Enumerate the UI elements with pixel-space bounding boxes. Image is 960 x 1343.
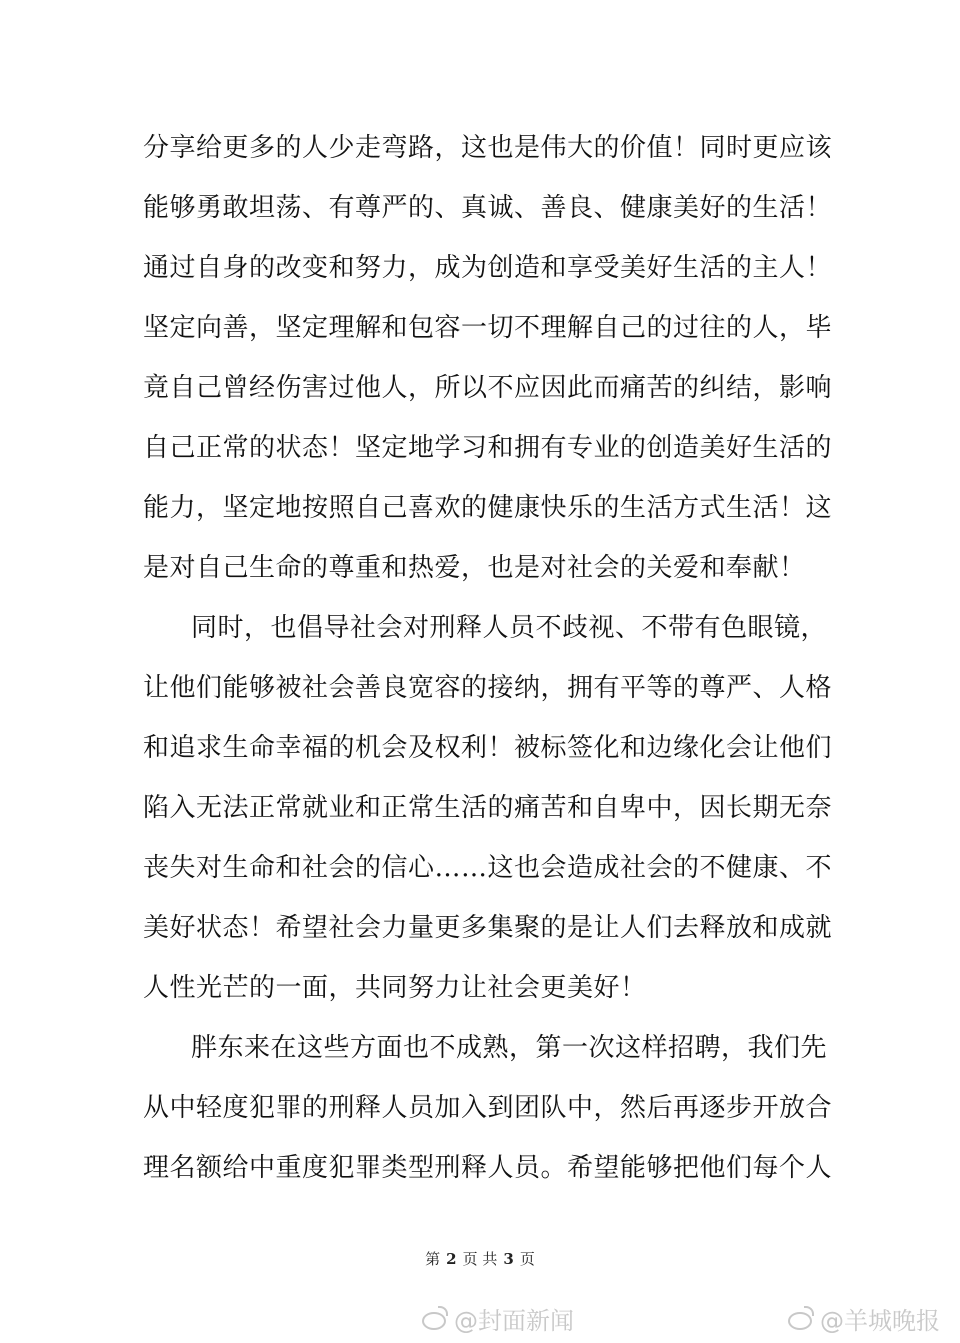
text-line: 胖东来在这些方面也不成熟，第一次这样招聘，我们先 <box>191 1033 828 1063</box>
page-total: 3 <box>503 1250 514 1268</box>
weibo-icon <box>420 1306 450 1330</box>
text-line: 自己正常的状态！坚定地学习和拥有专业的创造美好生活的 <box>143 433 833 463</box>
text-line: 能力，坚定地按照自己喜欢的健康快乐的生活方式生活！这 <box>143 493 833 523</box>
watermark-right-text: @羊城晚报 <box>820 1306 940 1335</box>
text-line: 让他们能够被社会善良宽容的接纳，拥有平等的尊严、人格 <box>143 673 833 703</box>
text-line: 能够勇敢坦荡、有尊严的、真诚、善良、健康美好的生活！ <box>143 193 833 223</box>
text-line: 从中轻度犯罪的刑释人员加入到团队中，然后再逐步开放合 <box>143 1093 833 1123</box>
page-mid: 页 共 <box>462 1250 498 1268</box>
text-line: 竟自己曾经伤害过他人，所以不应因此而痛苦的纠结，影响 <box>143 373 833 403</box>
text-line: 陷入无法正常就业和正常生活的痛苦和自卑中，因长期无奈 <box>143 793 833 823</box>
text-line: 和追求生命幸福的机会及权利！被标签化和边缘化会让他们 <box>143 733 833 763</box>
document-body <box>143 118 833 1198</box>
watermark-right <box>786 1300 940 1336</box>
watermark-left <box>420 1300 574 1336</box>
watermark-left-text: @封面新闻 <box>454 1306 574 1335</box>
text-line: 理名额给中重度犯罪类型刑释人员。希望能够把他们每个人 <box>143 1153 833 1183</box>
text-line: 通过自身的改变和努力，成为创造和享受美好生活的主人！ <box>143 253 833 283</box>
page-suffix: 页 <box>519 1250 535 1268</box>
page-footer <box>0 1249 960 1269</box>
text-line: 同时，也倡导社会对刑释人员不歧视、不带有色眼镜， <box>191 613 828 643</box>
text-line: 美好状态！希望社会力量更多集聚的是让人们去释放和成就 <box>143 913 833 943</box>
text-line: 分享给更多的人少走弯路，这也是伟大的价值！同时更应该 <box>143 133 833 163</box>
page-prefix: 第 <box>425 1250 441 1268</box>
text-line: 人性光芒的一面，共同努力让社会更美好！ <box>143 973 647 1003</box>
text-line: 丧失对生命和社会的信心……这也会造成社会的不健康、不 <box>143 853 833 883</box>
page-current: 2 <box>446 1250 457 1268</box>
text-line: 是对自己生命的尊重和热爱，也是对社会的关爱和奉献！ <box>143 553 806 583</box>
text-line: 坚定向善，坚定理解和包容一切不理解自己的过往的人，毕 <box>143 313 833 343</box>
weibo-icon <box>786 1306 816 1330</box>
